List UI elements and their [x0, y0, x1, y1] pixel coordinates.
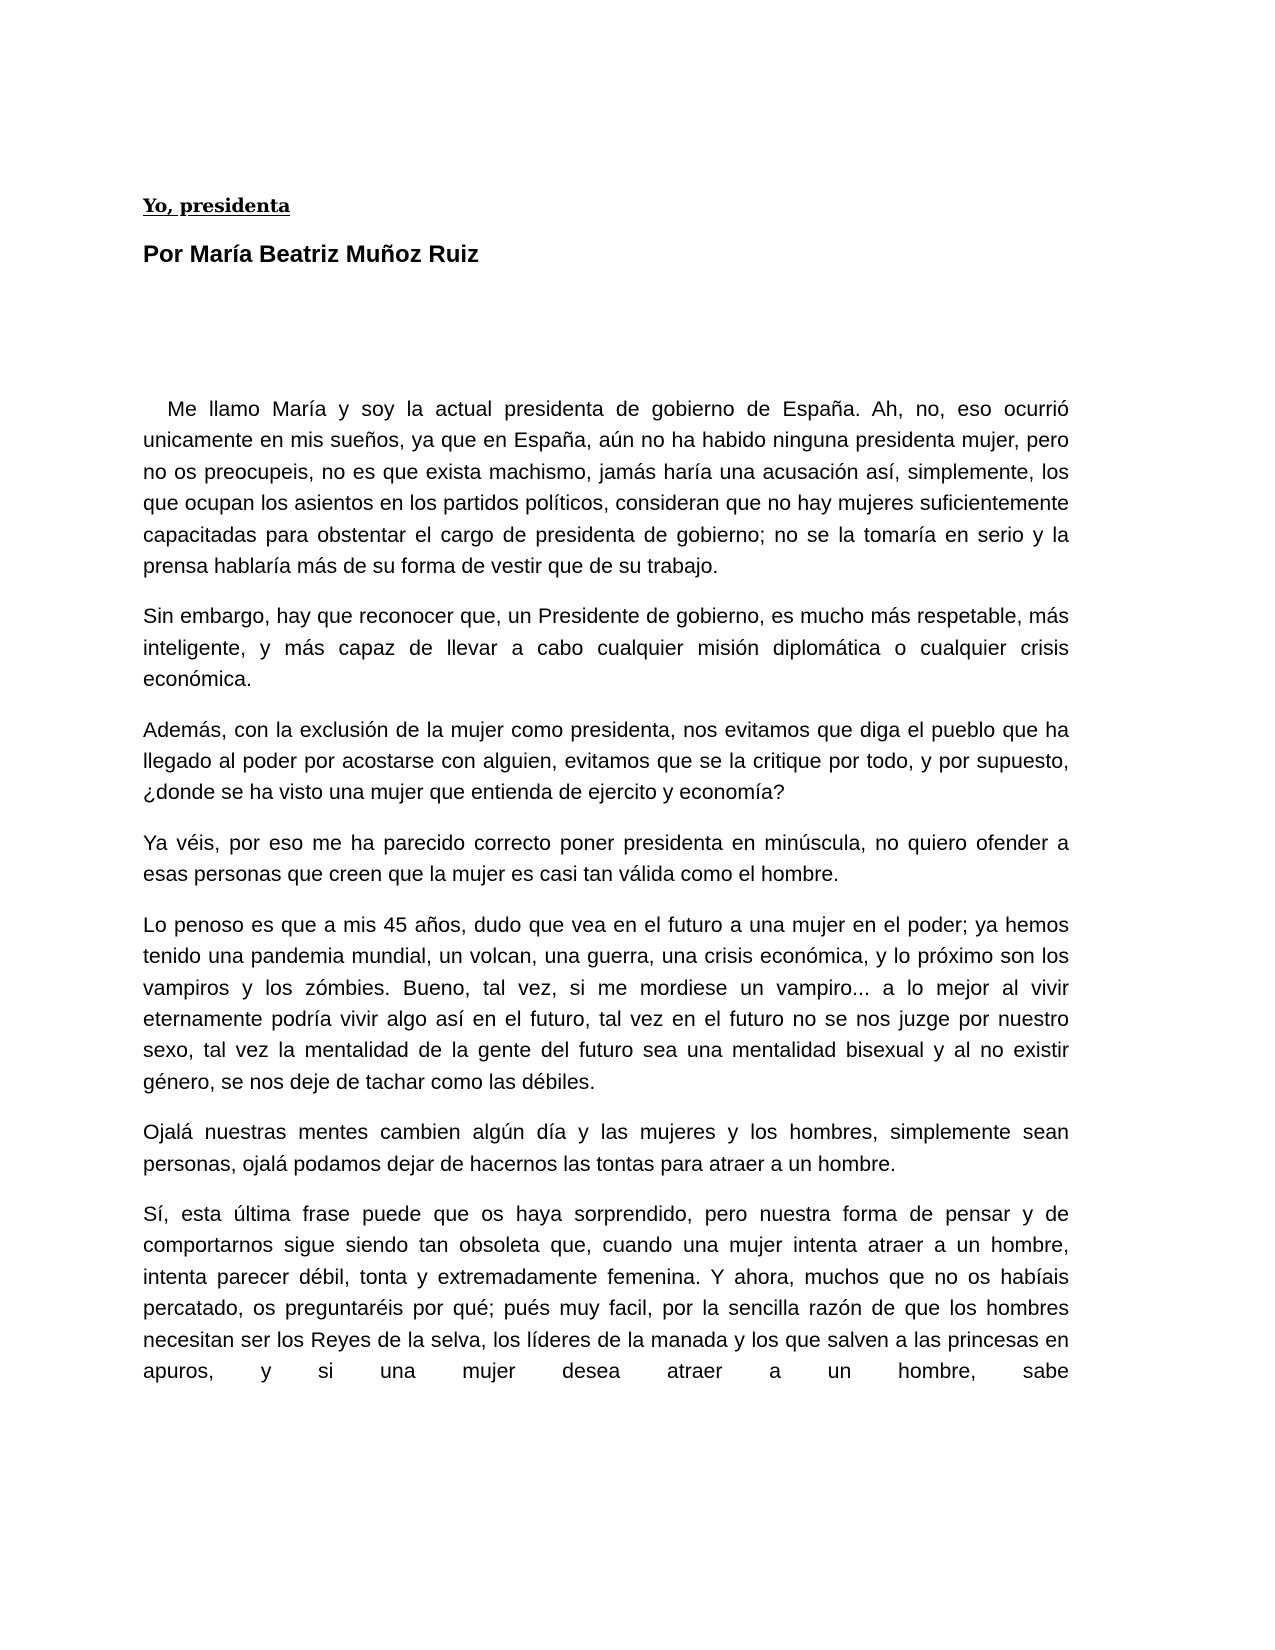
paragraph-5: Lo penoso es que a mis 45 años, dudo que vea en el futuro a una mujer en el poder; ya hemos tenido una pandemia mundial, un volcan, una guerra, una crisis económica, y lo próximo son los vampiros y los zómbies. Bueno, tal vez, si me mordiese un vampiro... a lo mejor al vivir eternamente podría vivir algo así en el futuro, tal vez en el futuro no se nos juzge por nuestro sexo, tal vez la mentalidad de la gente del futuro sea una mentalidad bisexual y al no existir género, se nos deje de tachar como las débiles. — [143, 912, 1069, 1094]
document-body — [143, 394, 1069, 1406]
paragraph-7: Sí, esta última frase puede que os haya sorprendido, pero nuestra forma de pensar y de comportarnos sigue siendo tan obsoleta que, cuando una mujer intenta atraer a un hombre, intenta parecer débil, tonta y extremadamente femenina. Y ahora, muchos que no os habíais percatado, os preguntaréis por qué; pués muy facil, por la sencilla razón de que los hombres necesitan ser los Reyes de la selva, los líderes de la manada y los que salven a las princesas en apuros, y si una mujer desea atraer a un hombre, sabe — [143, 1201, 1069, 1383]
paragraph-3: Además, con la exclusión de la mujer como presidenta, nos evitamos que diga el pueblo que ha llegado al poder por acostarse con alguien, evitamos que se la critique por todo, y por supuesto, ¿donde se ha visto una mujer que entienda de ejercito y economía? — [143, 717, 1069, 805]
paragraph-1: Me llamo María y soy la actual presidenta de gobierno de España. Ah, no, eso ocurrió unicamente en mis sueños, ya que en España, aún no ha habido ninguna presidenta mujer, pero no os preocupeis, no es que exista machismo, jamás haría una acusación así, simplemente, los que ocupan los asientos en los partidos políticos, consideran que no hay mujeres suficientemente capacitadas para obstentar el cargo de presidenta de gobierno; no se la tomaría en serio y la prensa hablaría más de su forma de vestir que de su trabajo. — [143, 397, 1069, 579]
document-author: Por María Beatriz Muñoz Ruiz — [143, 241, 480, 268]
paragraph-4: Ya véis, por eso me ha parecido correcto poner presidenta en minúscula, no quiero ofender a esas personas que creen que la mujer es casi tan válida como el hombre. — [143, 830, 1069, 887]
paragraph-2: Sin embargo, hay que reconocer que, un Presidente de gobierno, es mucho más respetable, más inteligente, y más capaz de llevar a cabo cualquier misión diplomática o cualquier crisis económica. — [143, 604, 1069, 692]
paragraph-6: Ojalá nuestras mentes cambien algún día y las mujeres y los hombres, simplemente sean personas, ojalá podamos dejar de hacernos las tontas para atraer a un hombre. — [143, 1120, 1069, 1176]
document-title: Yo, presidenta — [143, 195, 291, 217]
